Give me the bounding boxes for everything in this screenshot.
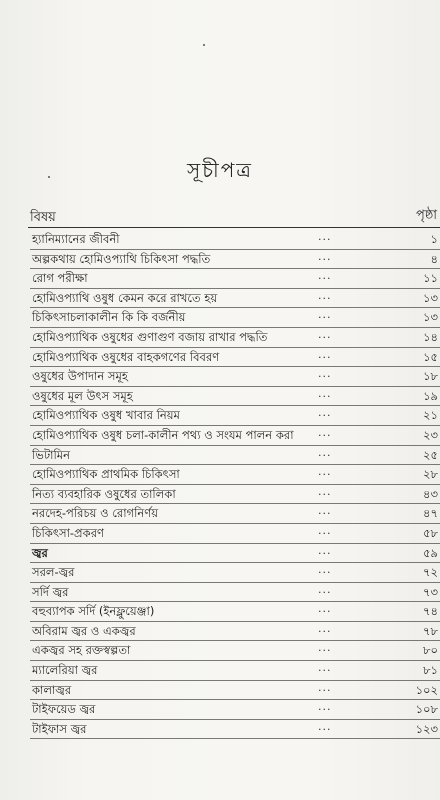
toc-entry — [28, 563, 440, 583]
toc-entry-leader: ... — [318, 386, 332, 400]
toc-entry-page-number: ৮০ — [423, 643, 438, 658]
toc-entry — [28, 289, 440, 309]
toc-entry-label: হোমিওপ্যাথি ওষুধ কেমন করে রাখতে হয় — [32, 290, 218, 305]
toc-entry-leader: ... — [318, 504, 332, 518]
toc-entry-page-number: ৭৪ — [423, 604, 438, 619]
toc-entry-underline — [30, 738, 440, 739]
toc-entry — [28, 485, 440, 505]
toc-entry-leader: ... — [318, 602, 332, 616]
toc-entry-leader: ... — [318, 719, 332, 733]
toc-entry-label: সর্দি জ্বর — [32, 584, 69, 599]
toc-entry — [28, 230, 440, 250]
toc-entry-page-number: ১৮ — [423, 369, 438, 384]
toc-list — [28, 230, 440, 739]
toc-entry-label: হোমিওপ্যাথিক প্রাথমিক চিকিৎসা — [32, 467, 180, 482]
toc-entry — [28, 250, 440, 270]
toc-entry-page-number: ১৯ — [423, 388, 438, 403]
toc-entry — [28, 308, 440, 328]
toc-entry-label: নিত্য ব্যবহারিক ওষুধের তালিকা — [32, 486, 176, 501]
toc-entry-leader: ... — [318, 249, 332, 263]
ink-speck — [203, 44, 205, 46]
toc-entry — [28, 583, 440, 603]
toc-entry-page-number: ৭৮ — [423, 623, 438, 638]
toc-entry-leader: ... — [318, 308, 332, 322]
toc-entry-label: জ্বর — [32, 545, 48, 560]
toc-entry — [28, 328, 440, 348]
toc-entry — [28, 720, 440, 740]
toc-entry-label: হোমিওপ্যাথিক ওষুধ খাবার নিয়ম — [32, 408, 180, 423]
toc-entry — [28, 622, 440, 642]
toc-entry-leader: ... — [318, 621, 332, 635]
toc-entry-label: হোমিওপ্যাথিক ওষুধের বাহকগণের বিবরণ — [32, 349, 220, 364]
subject-column-header: বিষয় — [30, 210, 56, 225]
toc-entry-label: ওষুধের মূল উৎস সমূহ — [32, 388, 133, 403]
toc-entry-label: চিকিৎসাচলাকালীন কি কি বর্জনীয় — [32, 310, 186, 325]
toc-entry-label: সরল-জ্বর — [32, 565, 75, 580]
toc-entry-page-number: ৪৭ — [423, 506, 438, 521]
toc-entry-page-number: ২৫ — [423, 447, 438, 462]
toc-entry-page-number: ৪ — [430, 251, 438, 266]
toc-entry-page-number: ২১ — [423, 408, 438, 423]
toc-entry-leader: ... — [318, 563, 332, 577]
toc-entry-leader: ... — [318, 641, 332, 655]
toc-entry — [28, 465, 440, 485]
toc-entry-page-number: ১৪ — [423, 329, 438, 344]
toc-entry — [28, 602, 440, 622]
toc-entry-leader: ... — [318, 523, 332, 537]
toc-entry-label: নরদেহ-পরিচয় ও রোগনির্ণয় — [32, 506, 158, 521]
toc-entry-page-number: ৫৮ — [423, 525, 438, 540]
toc-entry-label: কালাজ্বর — [32, 682, 72, 697]
toc-entry — [28, 700, 440, 720]
toc-entry-label: রোগ পরীক্ষা — [32, 271, 88, 286]
toc-entry-leader: ... — [318, 543, 332, 557]
toc-entry — [28, 661, 440, 681]
toc-entry-page-number: ১৫ — [423, 349, 438, 364]
toc-entry-label: টাইফাস জ্বর — [32, 721, 87, 736]
toc-entry-page-number: ১১ — [423, 271, 438, 286]
toc-entry-leader: ... — [318, 425, 332, 439]
toc-entry-label: অল্পকথায় হোমিওপ্যাথি চিকিৎসা পদ্ধতি — [32, 251, 211, 266]
toc-entry-page-number: ৫৯ — [423, 545, 438, 560]
toc-entry-label: একজ্বর সহ রক্তস্বল্পতা — [32, 643, 131, 658]
toc-entry-page-number: ১০২ — [415, 682, 438, 697]
toc-entry-page-number: ৭৩ — [423, 584, 438, 599]
toc-entry — [28, 426, 440, 446]
toc-entry-leader: ... — [318, 484, 332, 498]
toc-entry-leader: ... — [318, 367, 332, 381]
toc-title: সূচীপত্র — [187, 158, 253, 182]
toc-entry-label: বহুব্যাপক সর্দি (ইনফ্লুয়েঞ্জা) — [32, 604, 155, 619]
toc-entry-label: ভিটামিন — [32, 447, 70, 462]
toc-header — [28, 206, 440, 226]
header-divider — [28, 227, 440, 228]
toc-entry — [28, 504, 440, 524]
toc-entry-leader: ... — [318, 700, 332, 714]
toc-entry-page-number: ১৩ — [423, 290, 438, 305]
toc-entry-page-number: ১০৮ — [415, 702, 438, 717]
toc-entry-leader: ... — [318, 661, 332, 675]
toc-entry-page-number: ১২৩ — [415, 721, 438, 736]
toc-entry — [28, 446, 440, 466]
toc-entry-label: চিকিৎসা-প্রকরণ — [32, 525, 104, 540]
toc-entry-label: হোমিওপ্যাথিক ওষুধের গুণাগুণ বজায় রাখার পদ্ধতি — [32, 329, 268, 344]
toc-entry-leader: ... — [318, 680, 332, 694]
toc-entry-leader: ... — [318, 288, 332, 302]
toc-entry-leader: ... — [318, 582, 332, 596]
toc-entry-page-number: ৭২ — [423, 565, 438, 580]
toc-entry-page-number: ৪৩ — [423, 486, 438, 501]
toc-entry-leader: ... — [318, 465, 332, 479]
toc-entry-page-number: ২৮ — [423, 467, 438, 482]
toc-entry — [28, 269, 440, 289]
toc-entry-label: ওষুধের উপাদান সমূহ — [32, 369, 128, 384]
toc-entry-label: অবিরাম জ্বর ও একজ্বর — [32, 623, 136, 638]
toc-entry — [28, 348, 440, 368]
toc-entry — [28, 387, 440, 407]
toc-entry-leader: ... — [318, 269, 332, 283]
toc-entry-leader: ... — [318, 327, 332, 341]
toc-entry — [28, 406, 440, 426]
toc-entry-leader: ... — [318, 445, 332, 459]
toc-entry — [28, 641, 440, 661]
toc-entry — [28, 681, 440, 701]
toc-entry — [28, 367, 440, 387]
toc-entry-page-number: ১ — [430, 232, 438, 246]
toc-entry-leader: ... — [318, 230, 332, 243]
toc-entry-label: হোমিওপ্যাথিক ওষুধ চলা-কালীন পথ্য ও সংযম পালন করা — [32, 427, 294, 442]
toc-entry-leader: ... — [318, 347, 332, 361]
toc-entry-page-number: ১৩ — [423, 310, 438, 325]
toc-entry — [28, 524, 440, 544]
toc-entry — [28, 544, 440, 564]
toc-entry-label: ম্যালেরিয়া জ্বর — [32, 663, 98, 678]
toc-entry-leader: ... — [318, 406, 332, 420]
toc-entry-page-number: ৮১ — [423, 663, 438, 678]
toc-entry-label: টাইফয়েড জ্বর — [32, 702, 96, 717]
toc-entry-page-number: ২৩ — [423, 427, 438, 442]
toc-entry-label: হ্যানিম্যানের জীবনী — [32, 232, 120, 246]
page-column-header: পৃষ্ঠা — [416, 208, 438, 223]
